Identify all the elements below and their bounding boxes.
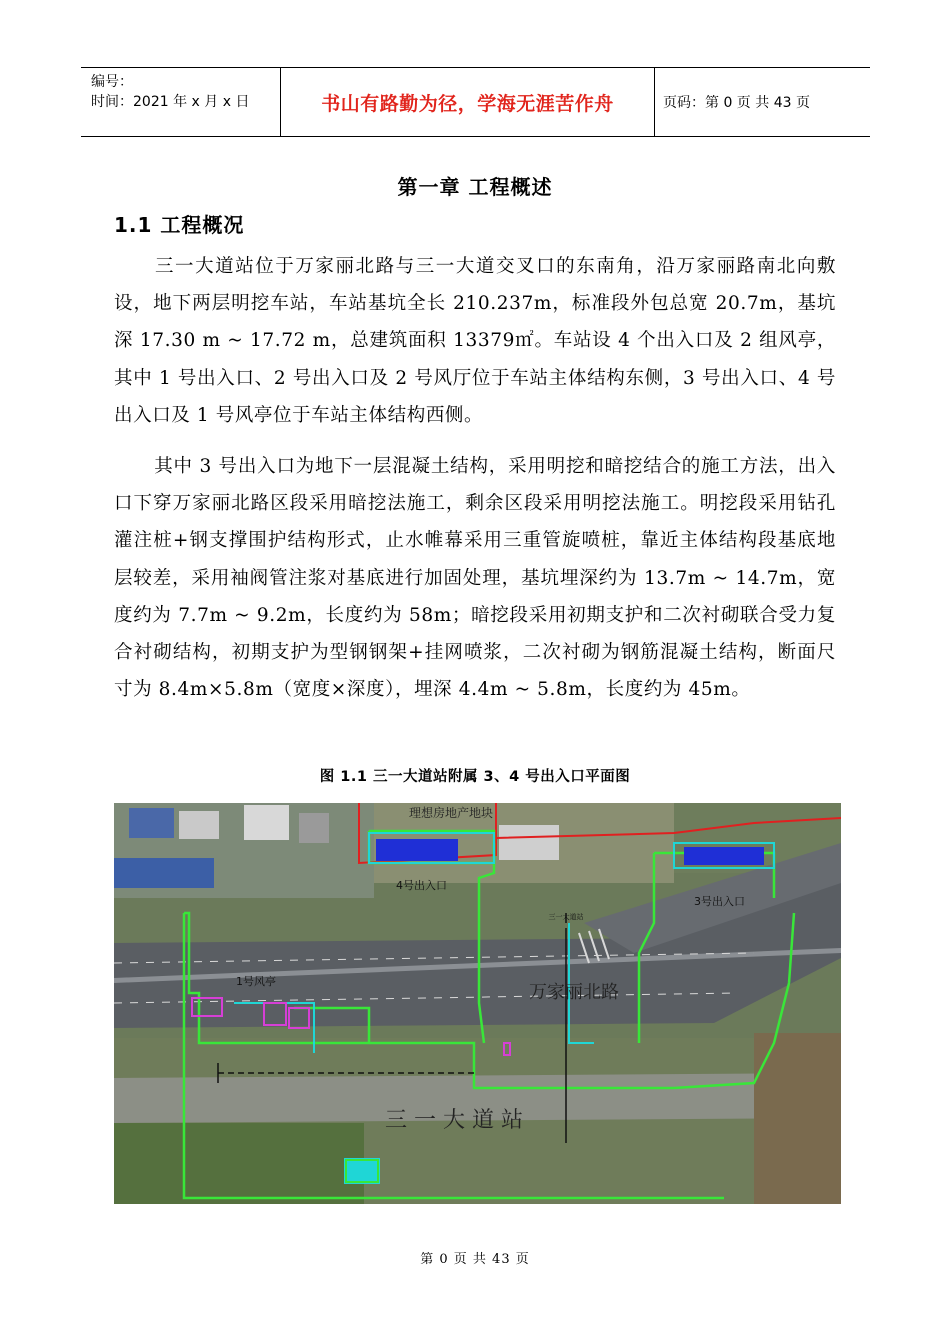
section-title: 1.1 工程概况 <box>114 213 245 237</box>
paragraph-text: 其中 3 号出入口为地下一层混凝土结构，采用明挖和暗挖结合的施工方法，出入口下穿万家丽北路区段采用暗挖法施工，剩余区段采用明挖法施工。明挖段采用钻孔灌注桩+钢支撑围护结构形式，止水帷幕采用三重管旋喷桩，靠近主体结构段基底地层较差，采用袖阀管注浆对基底进行加固处理，基坑埋深约为 13.7m ~ 14.7m，宽度约为 7.7m ~ 9.2m，长度约为 58m；暗挖段采用初期支护和二次衬砌联合受力复合衬砌结构，初期支护为型钢钢架+挂网喷浆，二次衬砌为钢筋混凝土结构，断面尺寸为 8.4m×5.8m（宽度×深度），埋深 4.4m ~ 5.8m，长度约为 45m。 <box>114 456 836 701</box>
page-footer: 第 0 页 共 43 页 <box>420 1252 530 1267</box>
document-number-label: 编号： <box>91 74 133 90</box>
site-plan-drawing <box>114 803 841 1204</box>
label-exit-3: 3号出入口 <box>694 895 745 908</box>
site-plan-figure <box>114 803 841 1204</box>
header-table <box>81 67 870 137</box>
header-motto: 书山有路勤为径，学海无涯苦作舟 <box>281 68 655 136</box>
document-time-label: 时间：2021 年 x 月 x 日 <box>91 94 250 110</box>
body-paragraph <box>114 448 836 708</box>
label-note: 三一大道站 <box>548 913 584 921</box>
header-page-label: 页码：第 0 页 共 43 页 <box>663 95 810 111</box>
header-meta-cell <box>81 68 281 136</box>
label-exit-4: 4号出入口 <box>396 879 447 892</box>
label-road: 万家丽北路 <box>529 982 619 1003</box>
chapter-title: 第一章 工程概述 <box>397 175 553 199</box>
label-station: 三 一 大 道 站 <box>385 1108 523 1133</box>
figure-caption: 图 1.1 三一大道站附属 3、4 号出入口平面图 <box>319 769 631 785</box>
label-wind-1: 1号风亭 <box>236 975 276 988</box>
paragraph-text: 三一大道站位于万家丽北路与三一大道交叉口的东南角，沿万家丽路南北向敷设，地下两层明挖车站，车站基坑全长 210.237m，标准段外包总宽 20.7m，基坑深 17.30 m ~ 17.72 m，总建筑面积 13379㎡。车站设 4 个出入口及 2 组风亭，其中 1 号出入口、2 号出入口及 2 号风厅位于车站主体结构东侧，3 号出入口、4 号出入口及 1 号风亭位于车站主体结构西侧。 <box>114 256 836 426</box>
body-paragraph <box>114 248 836 434</box>
label-plot: 理想房地产地块 <box>408 806 494 820</box>
